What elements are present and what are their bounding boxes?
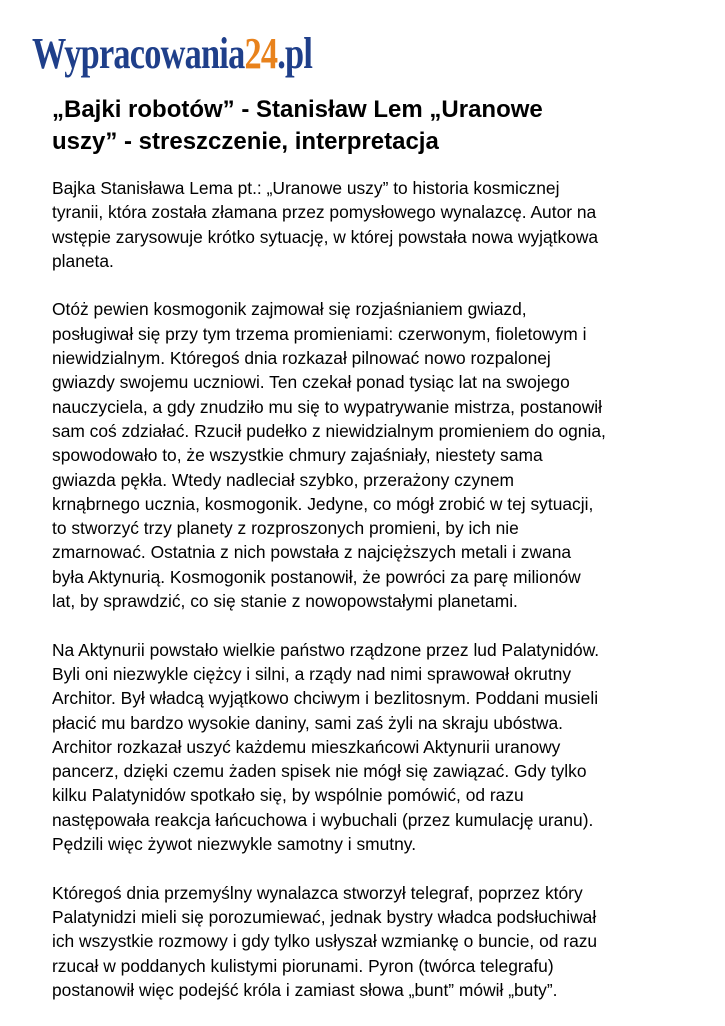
paragraph-line: to stworzyć trzy planety z rozproszonych promieni, by ich nie [52,518,519,539]
article-paragraph [52,881,682,1002]
site-logo[interactable] [32,16,391,76]
paragraph-line: płacić mu bardzo wysokie daniny, sami zaś żyli na skraju ubóstwa. [52,712,563,733]
paragraph-line: kilku Palatynidów spotkało się, by wspólnie pomówić, od razu [52,785,524,806]
article-body [52,176,682,1026]
paragraph-line: sam coś zdziałać. Rzucił pudełko z niewidzialnym promieniem do ognia, [52,420,606,441]
article-paragraph [52,638,682,857]
article-paragraph [52,297,682,613]
paragraph-line: lat, by sprawdzić, co się stanie z nowopowstałymi planetami. [52,591,518,612]
paragraph-line: ich wszystkie rozmowy i gdy tylko usłyszał wzmiankę o buncie, od razu [52,931,598,952]
paragraph-line: była Aktynurią. Kosmogonik postanowił, że powróci za parę milionów [52,566,581,587]
paragraph-line: krnąbrnego ucznia, kosmogonik. Jedyne, co mógł zrobić w tej sytuacji, [52,493,594,514]
article-title [52,94,692,158]
paragraph-line: Na Aktynurii powstało wielkie państwo rządzone przez lud Palatynidów. [52,639,600,660]
title-line: uszy” - streszczenie, interpretacja [52,128,439,155]
logo-text: Wypracowania [32,29,245,78]
paragraph-line: tyranii, która została złamana przez pomysłowego wynalazcę. Autor na [52,202,597,223]
paragraph-line: niewidzialnym. Któregoś dnia rozkazał pilnować nowo rozpalonej [52,348,551,369]
paragraph-line: postanowił więc podejść króla i zamiast słowa „bunt” mówił „buty”. [52,979,558,1000]
paragraph-line: pancerz, dzięki czemu żaden spisek nie mógł się zawiązać. Gdy tylko [52,761,587,782]
paragraph-line: Byli oni niezwykle ciężcy i silni, a rządy nad nimi sprawował okrutny [52,663,572,684]
paragraph-line: posługiwał się przy tym trzema promieniami: czerwonym, fioletowym i [52,323,587,344]
paragraph-line: spowodowało to, że wszystkie chmury zajaśniały, niestety sama [52,445,543,466]
paragraph-line: gwiazdy swojemu uczniowi. Ten czekał ponad tysiąc lat na swojego [52,372,570,393]
paragraph-line: Pędzili więc żywot niezwykle samotny i smutny. [52,834,417,855]
title-line: „Bajki robotów” - Stanisław Lem „Uranowe [52,96,543,123]
paragraph-line: zmarnować. Ostatnia z nich powstała z najcięższych metali i zwana [52,542,572,563]
paragraph-line: następowała reakcja łańcuchowa i wybuchali (przez kumulację uranu). [52,809,594,830]
paragraph-line: Architor. Był władcą wyjątkowo chciwym i bezlitosnym. Poddani musieli [52,688,599,709]
article-paragraph [52,176,682,273]
logo-wordmark [32,29,313,78]
logo-suffix: .pl [277,29,313,78]
paragraph-line: nauczyciela, a gdy znudziło mu się to wypatrywanie mistrza, postanowił [52,396,602,417]
paragraph-line: rzucał w poddanych kulistymi piorunami. Pyron (twórca telegrafu) [52,955,554,976]
paragraph-line: Architor rozkazał uszyć każdemu mieszkańcowi Aktynurii uranowy [52,736,561,757]
paragraph-line: wstępie zarysowuje krótko sytuację, w której powstała nowa wyjątkowa [52,226,599,247]
paragraph-line: gwiazda pękła. Wtedy nadleciał szybko, przerażony czynem [52,469,515,490]
paragraph-line: Któregoś dnia przemyślny wynalazca stworzył telegraf, poprzez który [52,882,583,903]
paragraph-line: Palatynidzi mieli się porozumiewać, jednak bystry władca podsłuchiwał [52,906,597,927]
paragraph-line: Otóż pewien kosmogonik zajmował się rozjaśnianiem gwiazd, [52,299,527,320]
logo-number: 24 [244,29,278,78]
paragraph-line: planeta. [52,250,114,271]
paragraph-line: Bajka Stanisława Lema pt.: „Uranowe uszy” to historia kosmicznej [52,178,560,198]
